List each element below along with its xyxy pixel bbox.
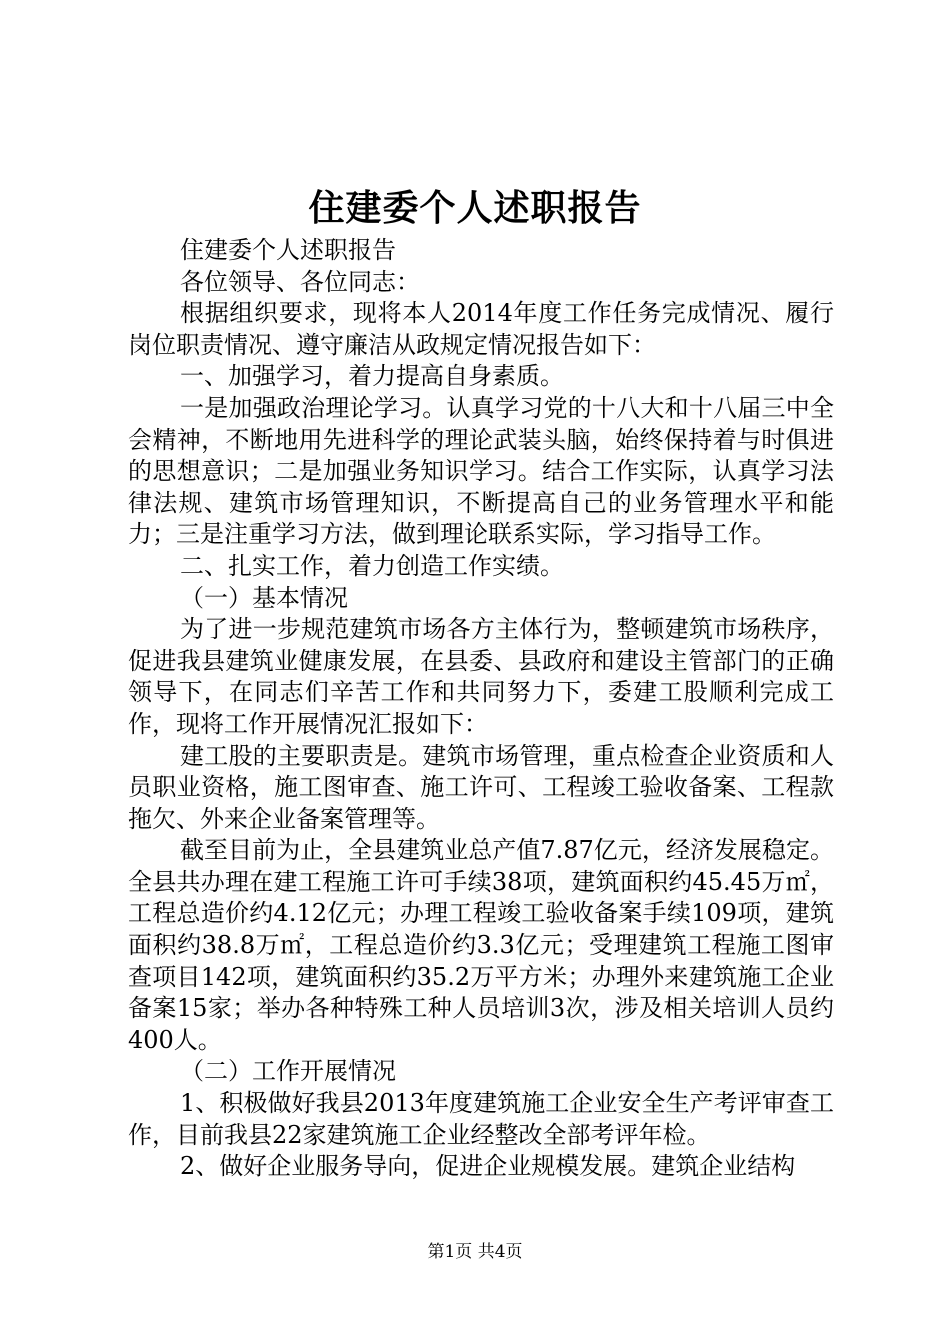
document-title: 住建委个人述职报告 <box>308 187 642 229</box>
paragraph-doc-heading: 住建委个人述职报告 <box>180 236 396 264</box>
paragraph-statistics: 截至目前为止，全县建筑业总产值7.87亿元，经济发展稳定。全县共办理在建工程施工许可手续38项，建筑面积约45.45万㎡，工程总造价约4.12亿元；办理工程竣工验收备案手续109项，建筑面积约38.8万㎡，工程总造价约3.3亿元；受理建筑工程施工图审查项目142项，建筑面积约35.2万平方米；办理外来建筑施工企业备案15家；举办各种特殊工种人员培训3次，涉及相关培训人员约400人。 <box>128 836 834 1054</box>
subsection-heading-1: （一）基本情况 <box>180 583 348 612</box>
subsection-heading-2: （二）工作开展情况 <box>180 1057 396 1086</box>
document-body <box>128 235 834 1183</box>
section-heading-1: 一、加强学习，着力提高自身素质。 <box>180 362 564 391</box>
paragraph-background: 为了进一步规范建筑市场各方主体行为，整顿建筑市场秩序，促进我县建筑业健康发展，在县委、县政府和建设主管部门的正确领导下，在同志们辛苦工作和共同努力下，委建工股顺利完成工作，现将工作开展情况汇报如下： <box>128 615 834 738</box>
paragraph-study: 一是加强政治理论学习。认真学习党的十八大和十八届三中全会精神，不断地用先进科学的理论武装头脑，始终保持着与时俱进的思想意识；二是加强业务知识学习。结合工作实际，认真学习法律法规、建筑市场管理知识，不断提高自己的业务管理水平和能力；三是注重学习方法，做到理论联系实际，学习指导工作。 <box>128 393 834 549</box>
page-footer: 第1页 共4页 <box>427 1242 523 1262</box>
paragraph-item-1: 1、积极做好我县2013年度建筑施工企业安全生产考评审查工作，目前我县22家建筑施工企业经整改全部考评年检。 <box>128 1089 834 1149</box>
paragraph-salutation: 各位领导、各位同志： <box>180 267 420 296</box>
paragraph-intro: 根据组织要求，现将本人2014年度工作任务完成情况、履行岗位职责情况、遵守廉洁从政规定情况报告如下： <box>128 299 834 359</box>
section-heading-2: 二、扎实工作，着力创造工作实绩。 <box>180 551 564 580</box>
paragraph-item-2: 2、做好企业服务导向，促进企业规模发展。建筑企业结构 <box>180 1152 796 1181</box>
paragraph-duties: 建工股的主要职责是。建筑市场管理，重点检查企业资质和人员职业资格，施工图审查、施工许可、工程竣工验收备案、工程款拖欠、外来企业备案管理等。 <box>128 741 834 833</box>
